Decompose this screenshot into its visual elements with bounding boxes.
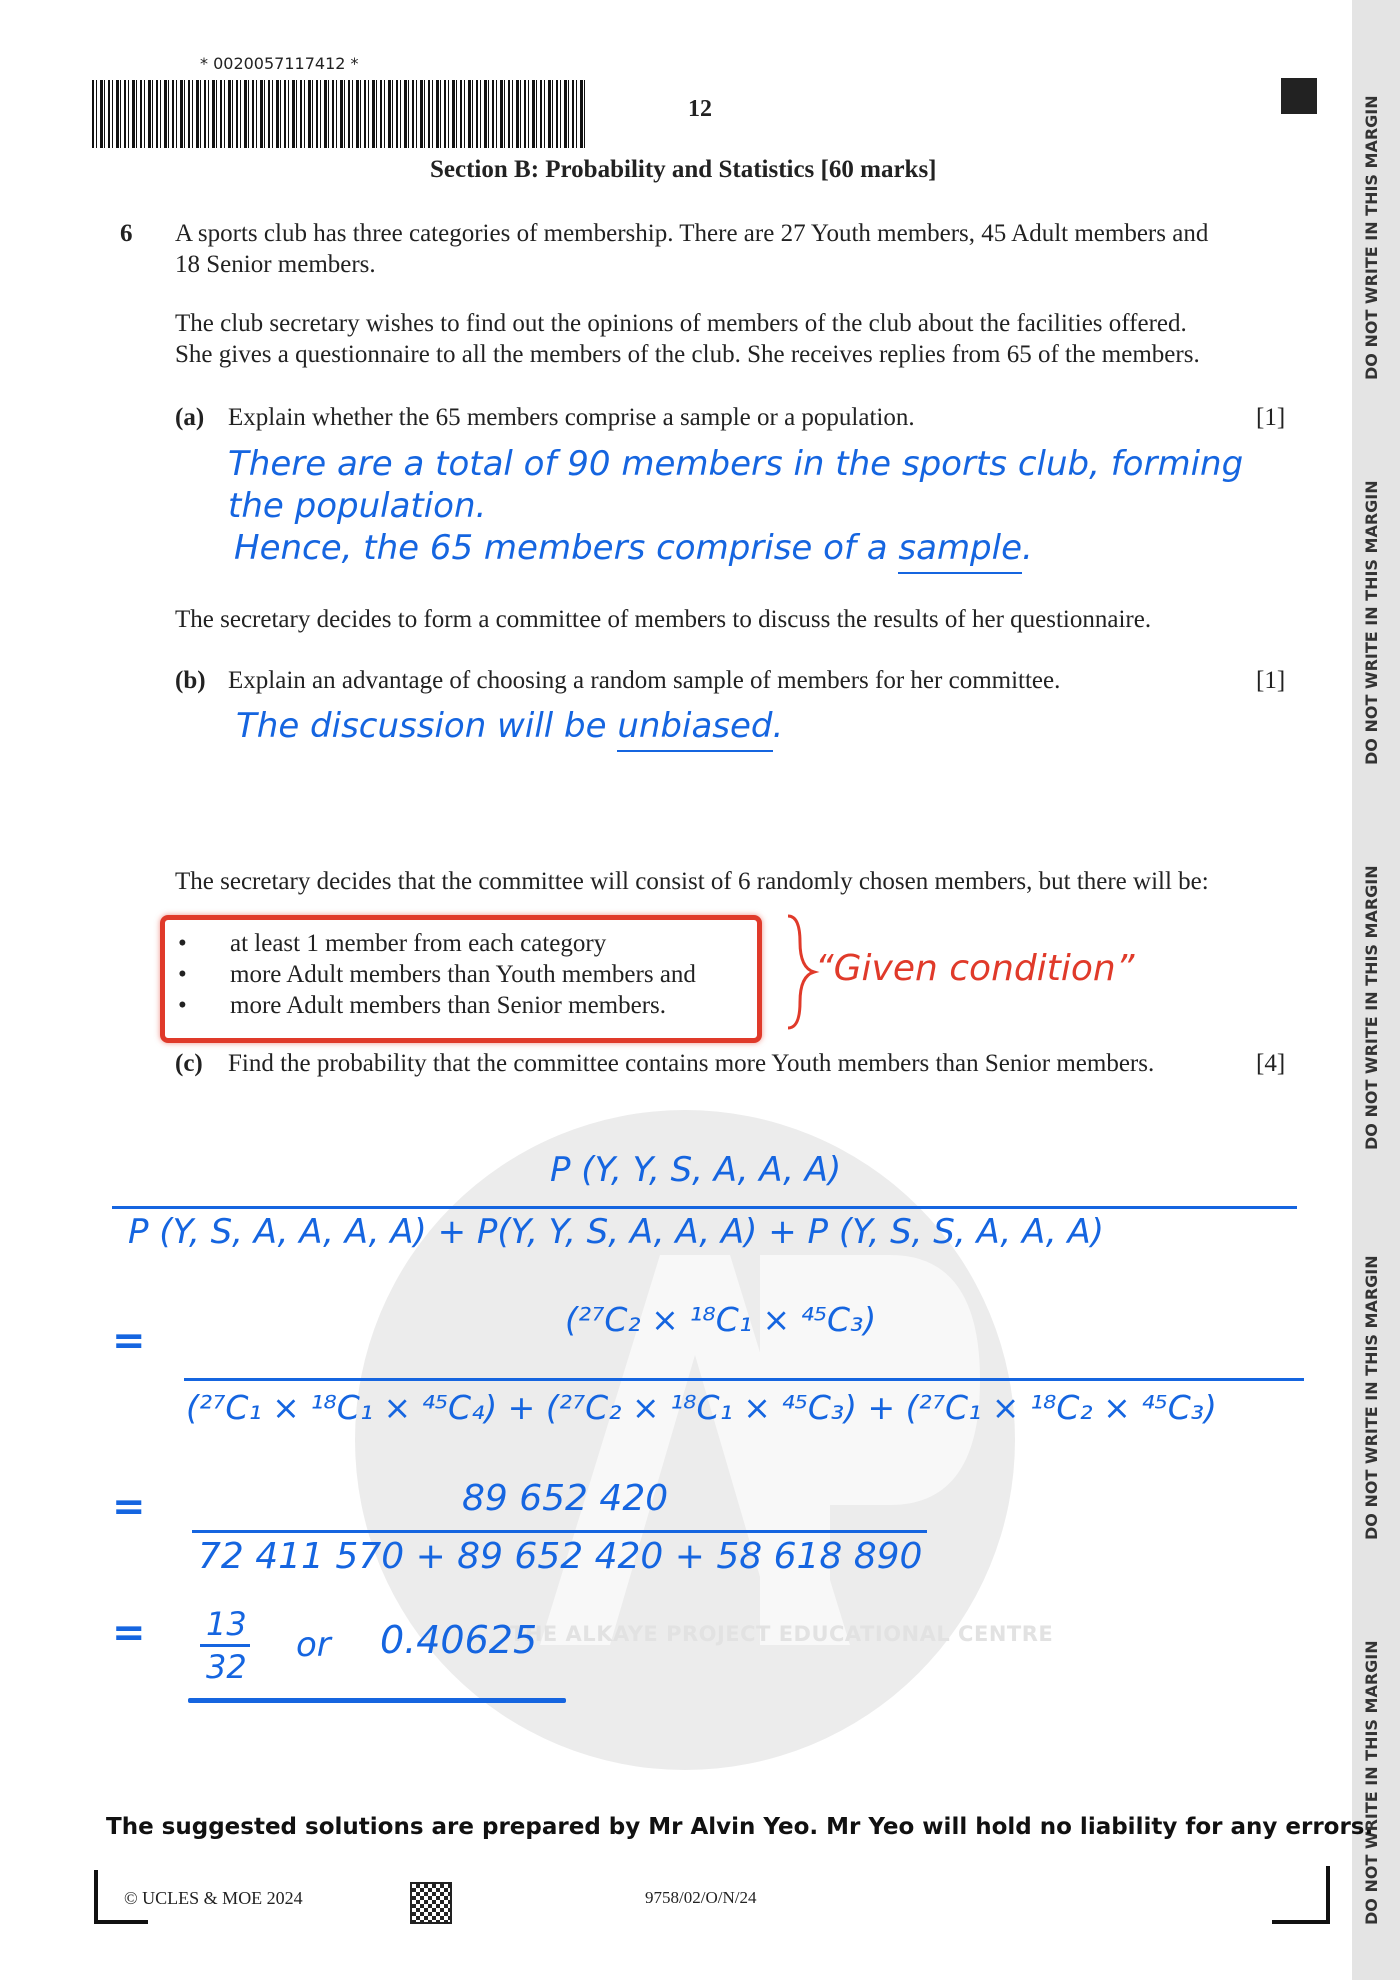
step2-numerator: (²⁷C₂ × ¹⁸C₁ × ⁴⁵C₃) xyxy=(565,1300,877,1339)
crop-mark xyxy=(1326,1866,1330,1924)
final-decimal: 0.40625 xyxy=(380,1618,538,1662)
fraction-line xyxy=(112,1206,1297,1209)
section-title: Section B: Probability and Statistics [60 marks] xyxy=(430,156,937,183)
part-b-label: (b) xyxy=(175,667,206,694)
final-answer-underline xyxy=(188,1698,566,1703)
step3-numerator: 89 652 420 xyxy=(462,1478,669,1519)
part-b-marks: [1] xyxy=(1256,667,1286,694)
part-c-label: (c) xyxy=(175,1050,203,1077)
answer-b-key: unbiased xyxy=(617,706,772,752)
barcode xyxy=(92,80,586,148)
part-c-marks: [4] xyxy=(1256,1050,1286,1077)
step1-numerator: P (Y, Y, S, A, A, A) xyxy=(550,1150,842,1190)
final-fraction-denominator: 32 xyxy=(206,1648,247,1686)
barcode-number: * 0020057117412 * xyxy=(200,54,359,73)
question-paragraph: The club secretary wishes to find out the opinions of members of the club about the facilities offered. xyxy=(175,310,1187,337)
margin-warning: DO NOT WRITE IN THIS MARGIN xyxy=(1362,1255,1381,1540)
question-paragraph: She gives a questionnaire to all the members of the club. She receives replies from 65 of the members. xyxy=(175,341,1200,368)
margin-warning: DO NOT WRITE IN THIS MARGIN xyxy=(1362,480,1381,765)
committee-text: The secretary decides to form a committee of members to discuss the results of her questionnaire. xyxy=(175,606,1152,633)
fraction-line xyxy=(200,1644,250,1647)
watermark-logo xyxy=(330,1085,1040,1795)
margin-warning: DO NOT WRITE IN THIS MARGIN xyxy=(1362,865,1381,1150)
answer-b-prefix: The discussion will be xyxy=(236,706,607,746)
step3-denominator: 72 411 570 + 89 652 420 + 58 618 890 xyxy=(198,1536,923,1577)
paper-code: 9758/02/O/N/24 xyxy=(645,1888,757,1907)
answer-a-key: sample xyxy=(898,528,1022,574)
bullet: • xyxy=(178,961,187,988)
bullet: • xyxy=(178,930,187,957)
question-intro: 18 Senior members. xyxy=(175,251,376,278)
condition-intro: The secretary decides that the committee will consist of 6 randomly chosen members, but there will be: xyxy=(175,868,1209,895)
equals-sign: = xyxy=(112,1610,146,1656)
part-a-text: Explain whether the 65 members comprise a sample or a population. xyxy=(228,404,915,431)
given-condition-note: “Given condition” xyxy=(815,948,1135,989)
equals-sign: = xyxy=(112,1484,146,1530)
part-c-text: Find the probability that the committee contains more Youth members than Senior members. xyxy=(228,1050,1155,1077)
page-number: 12 xyxy=(688,96,712,122)
watermark-text: THE ALKAYE PROJECT EDUCATIONAL CENTRE xyxy=(510,1622,1054,1646)
corner-marker xyxy=(1281,78,1317,114)
question-number: 6 xyxy=(120,220,133,247)
final-or: or xyxy=(296,1625,331,1665)
condition-item-text: at least 1 member from each category xyxy=(230,930,607,957)
crop-mark xyxy=(94,1920,148,1924)
part-a-marks: [1] xyxy=(1256,404,1286,431)
bullet: • xyxy=(178,992,187,1019)
answer-b-period: . xyxy=(772,706,784,746)
final-fraction-numerator: 13 xyxy=(206,1605,247,1643)
question-intro: A sports club has three categories of membership. There are 27 Youth members, 45 Adult members and xyxy=(175,220,1209,247)
condition-item-text: more Adult members than Youth members and xyxy=(230,961,696,988)
copyright: © UCLES & MOE 2024 xyxy=(124,1888,303,1908)
equals-sign: = xyxy=(112,1318,146,1364)
answer-a-line: the population. xyxy=(228,486,487,526)
disclaimer: The suggested solutions are prepared by Mr Alvin Yeo. Mr Yeo will hold no liability for any errors. xyxy=(106,1814,1374,1840)
part-b-text: Explain an advantage of choosing a random sample of members for her committee. xyxy=(228,667,1061,694)
condition-item xyxy=(178,990,187,1022)
margin-warning: DO NOT WRITE IN THIS MARGIN xyxy=(1362,1640,1381,1925)
brace-icon xyxy=(780,912,820,1032)
answer-a-prefix: Hence, the 65 members comprise of a xyxy=(234,528,888,568)
qr-code-icon xyxy=(410,1882,452,1924)
step1-denominator: P (Y, S, A, A, A, A) + P(Y, Y, S, A, A, A) + P (Y, S, S, A, A, A) xyxy=(128,1212,1105,1252)
step2-denominator: (²⁷C₁ × ¹⁸C₁ × ⁴⁵C₄) + (²⁷C₂ × ¹⁸C₁ × ⁴⁵C₃) + (²⁷C₁ × ¹⁸C₂ × ⁴⁵C₃) xyxy=(186,1388,1217,1427)
answer-a-line xyxy=(234,528,1033,568)
condition-item-text: more Adult members than Senior members. xyxy=(230,992,667,1019)
margin-warning: DO NOT WRITE IN THIS MARGIN xyxy=(1362,95,1381,380)
crop-mark xyxy=(94,1870,98,1924)
fraction-line xyxy=(192,1530,927,1533)
condition-item xyxy=(178,959,187,991)
crop-mark xyxy=(1272,1920,1330,1924)
part-a-label: (a) xyxy=(175,404,205,431)
condition-item xyxy=(178,928,187,960)
answer-a-period: . xyxy=(1022,528,1033,568)
fraction-line xyxy=(184,1378,1304,1381)
answer-b-line xyxy=(236,706,783,746)
answer-a-line: There are a total of 90 members in the sports club, forming xyxy=(228,444,1244,484)
